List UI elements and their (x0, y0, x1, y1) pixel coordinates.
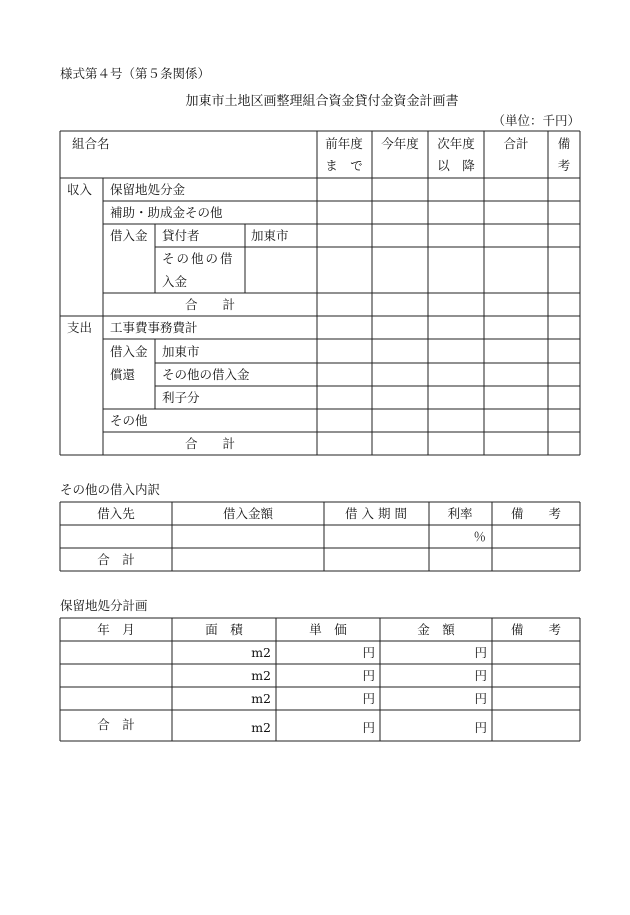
disposal-header-amount: 金 額 (417, 622, 455, 637)
expense-interest: 利子分 (162, 390, 200, 405)
disposal-header-month: 年 月 (97, 622, 135, 637)
expense-repay-2: 償還 (110, 367, 136, 382)
expense-other: その他 (110, 413, 148, 428)
header-this-year: 今年度 (381, 136, 419, 151)
header-prev-year-1: 前年度 (325, 136, 363, 151)
loan-header-note: 備 考 (510, 506, 562, 521)
unit-label: （単位：千円） (492, 113, 580, 128)
expense-other-loan: その他の借入金 (162, 367, 250, 382)
header-note-1: 備 (557, 136, 571, 151)
row1-amount-unit: 円 (474, 645, 487, 660)
disposal-section-title: 保留地処分計画 (60, 598, 148, 613)
income-lender: 貸付者 (162, 228, 200, 243)
row2-price-unit: 円 (362, 668, 375, 683)
total-price-unit: 円 (362, 720, 375, 735)
header-prev-year-2: ま で (325, 158, 363, 173)
disposal-header-area: 面 積 (205, 622, 243, 637)
plan-table-lines (60, 131, 580, 455)
header-note-2: 考 (557, 158, 571, 173)
income-hoyuchi: 保留地処分金 (110, 182, 186, 197)
form-number: 様式第４号（第５条関係） (60, 66, 211, 81)
row3-price-unit: 円 (362, 691, 375, 706)
disposal-header-note: 備 考 (510, 622, 562, 637)
income-other-loan-2: 入金 (162, 274, 188, 289)
expense-koji: 工事費事務費計 (110, 320, 198, 335)
loan-header-lender: 借入先 (97, 506, 135, 521)
header-next-year-1: 次年度 (437, 136, 475, 151)
row1-area-unit: m2 (251, 645, 271, 660)
expense-sum: 合 計 (184, 436, 236, 451)
expense-kato-city: 加東市 (162, 344, 200, 359)
header-total: 合計 (503, 136, 529, 151)
document-title: 加東市土地区画整理組合資金貸付金資金計画書 (185, 94, 459, 109)
row3-amount-unit: 円 (474, 691, 487, 706)
row1-price-unit: 円 (362, 645, 375, 660)
income-label: 収入 (67, 182, 93, 197)
loan-header-period: 借 入 期 間 (345, 506, 407, 521)
loan-header-amount: 借入金額 (222, 506, 274, 521)
income-hojo: 補助・助成金その他 (110, 205, 223, 220)
expense-label: 支出 (67, 320, 93, 335)
row3-area-unit: m2 (251, 691, 271, 706)
income-other-loan-1: その他の借 (162, 251, 235, 266)
total-amount-unit: 円 (474, 720, 487, 735)
row2-area-unit: m2 (251, 668, 271, 683)
income-kato-city: 加東市 (251, 228, 289, 243)
loan-rate-percent: ％ (473, 529, 486, 544)
loan-total-label: 合 計 (97, 552, 135, 567)
disposal-total-label: 合 計 (97, 717, 135, 732)
expense-repay-1: 借入金 (110, 344, 148, 359)
row2-amount-unit: 円 (474, 668, 487, 683)
total-area-unit: m2 (251, 720, 271, 735)
income-sum: 合 計 (184, 297, 236, 312)
loan-section-title: その他の借入内訳 (60, 482, 161, 497)
header-next-year-2: 以 降 (437, 158, 475, 173)
header-kumiai-name: 組合名 (72, 136, 110, 151)
disposal-header-unit-price: 単 価 (309, 622, 347, 637)
loan-header-rate: 利率 (447, 506, 473, 521)
income-kariire: 借入金 (110, 228, 148, 243)
loan-table-lines (60, 502, 580, 571)
